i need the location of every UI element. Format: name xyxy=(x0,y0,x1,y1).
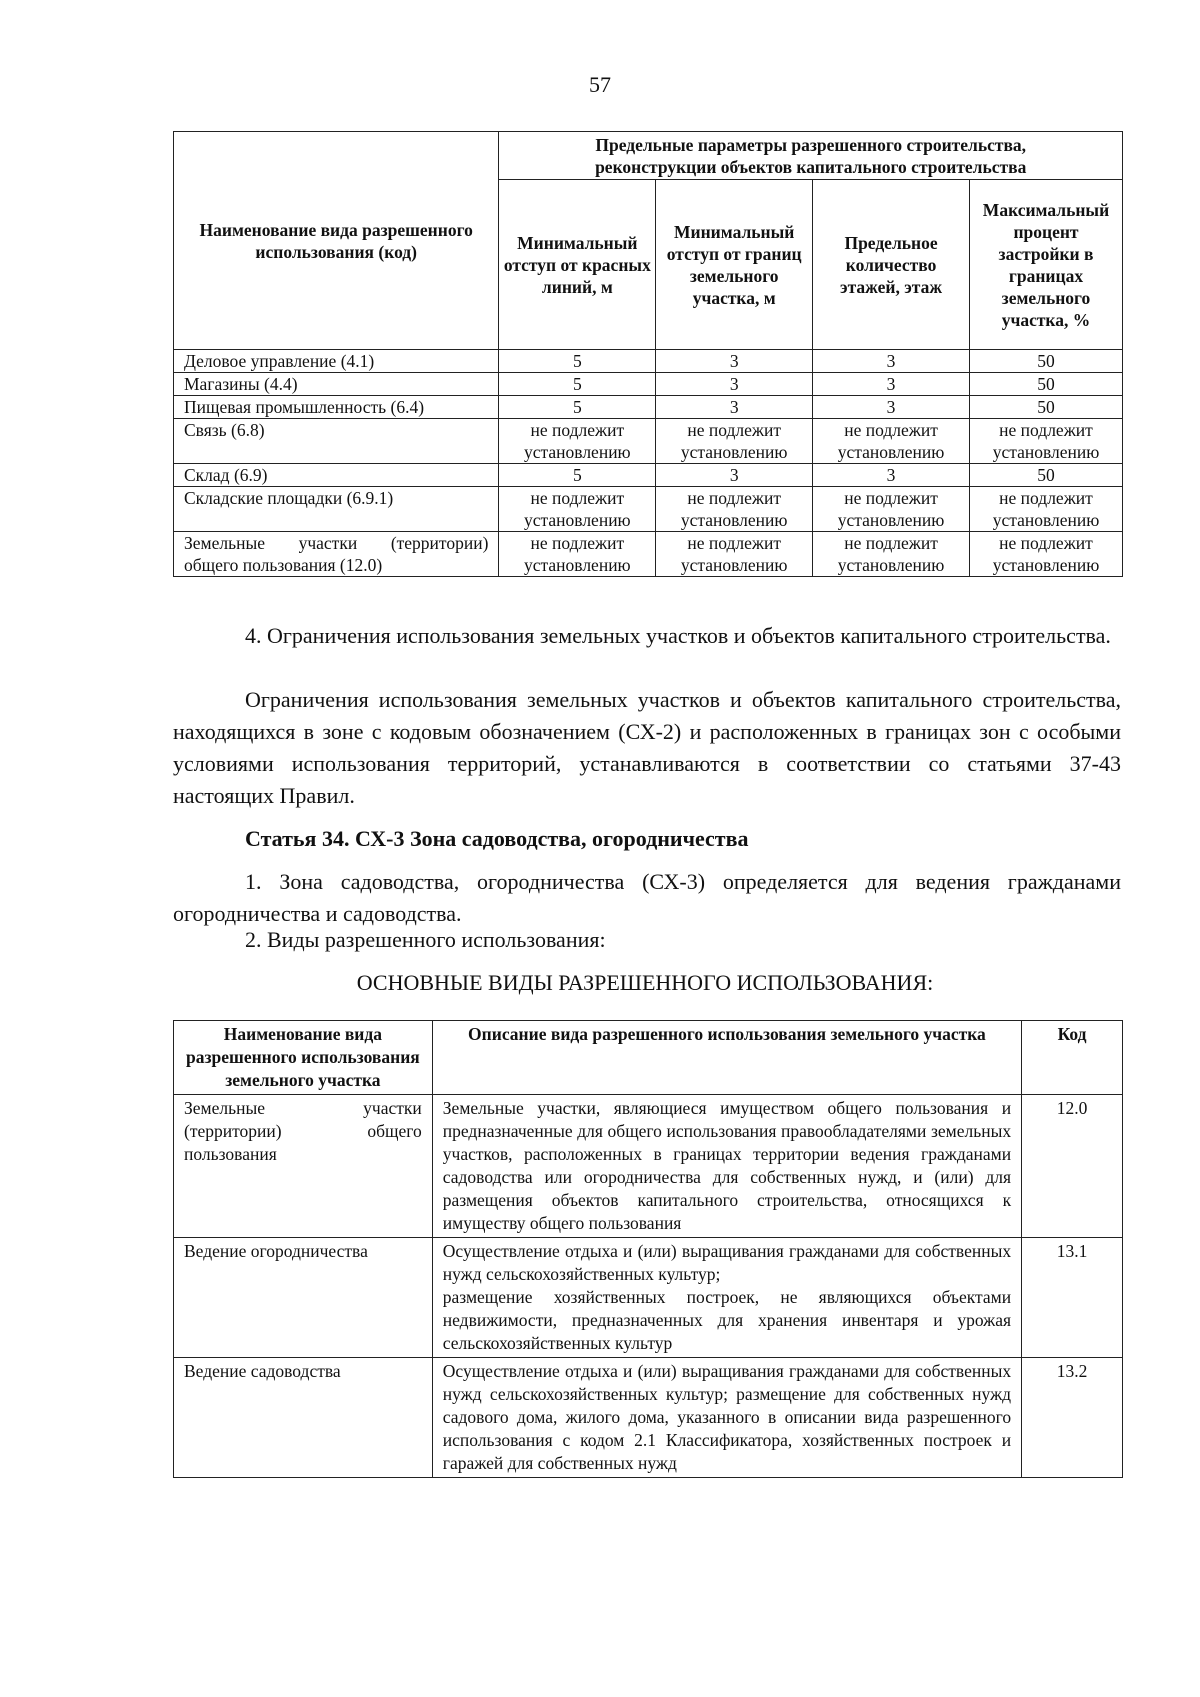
cell-value: 50 xyxy=(969,464,1122,487)
use-name: Ведение огородничества xyxy=(174,1238,433,1358)
row-name: Складские площадки (6.9.1) xyxy=(174,487,499,532)
cell-value: 50 xyxy=(969,396,1122,419)
header-limit-parameters: Предельные параметры разрешенного строительства, реконструкции объектов капитального строительства xyxy=(499,132,1123,180)
row-name: Земельные участки (территории) общего пользования (12.0) xyxy=(174,532,499,577)
cell-value: не подлежит установлению xyxy=(499,419,656,464)
header-use-name: Наименование вида разрешенного использования земельного участка xyxy=(174,1021,433,1095)
table-row xyxy=(174,419,1123,464)
cell-value: не подлежит установлению xyxy=(656,419,813,464)
table-row xyxy=(174,373,1123,396)
cell-value: не подлежит установлению xyxy=(499,532,656,577)
row-name: Пищевая промышленность (6.4) xyxy=(174,396,499,419)
cell-value: не подлежит установлению xyxy=(656,487,813,532)
cell-value: 5 xyxy=(499,373,656,396)
row-name: Деловое управление (4.1) xyxy=(174,350,499,373)
header-use-type: Наименование вида разрешенного использования (код) xyxy=(174,132,499,350)
use-description: Осуществление отдыха и (или) выращивания гражданами для собственных нужд сельскохозяйственных культур; размещение для собственных нужд садового дома, жилого дома, указанного в описании вида разрешенного использования с кодом 2.1 Классификатора, хозяйственных построек и гаражей для собственных нужд xyxy=(432,1358,1021,1478)
header-col-floors: Предельное количество этажей, этаж xyxy=(813,180,970,350)
header-col-boundary: Минимальный отступ от границ земельного участка, м xyxy=(656,180,813,350)
cell-value: 5 xyxy=(499,350,656,373)
table-row xyxy=(174,396,1123,419)
cell-value: не подлежит установлению xyxy=(969,487,1122,532)
table-row xyxy=(174,464,1123,487)
table-row xyxy=(174,350,1123,373)
cell-value: не подлежит установлению xyxy=(969,419,1122,464)
cell-value: 50 xyxy=(969,350,1122,373)
cell-value: 3 xyxy=(813,373,970,396)
header-code: Код xyxy=(1022,1021,1123,1095)
use-description-line: Осуществление отдыха и (или) выращивания гражданами для собственных нужд сельскохозяйственных культур; xyxy=(442,1241,1012,1284)
use-name: Земельные участки (территории) общего пользования xyxy=(174,1095,433,1238)
cell-value: 5 xyxy=(499,464,656,487)
use-name: Ведение садоводства xyxy=(174,1358,433,1478)
header-col-building-percent: Максимальный процент застройки в границах земельного участка, % xyxy=(969,180,1122,350)
table-row xyxy=(174,487,1123,532)
permitted-uses-table xyxy=(173,1020,1123,1478)
cell-value: не подлежит установлению xyxy=(969,532,1122,577)
header-col-red-lines: Минимальный отступ от красных линий, м xyxy=(499,180,656,350)
use-code: 12.0 xyxy=(1022,1095,1123,1238)
use-description: Земельные участки, являющиеся имуществом общего пользования и предназначенные для общего использования правообладателями земельных участков, расположенных в границах территории ведения гражданами садоводства или огородничества для собственных нужд, и (или) для размещения объектов капитального строительства, относящихся к имуществу общего пользования xyxy=(432,1095,1021,1238)
table-row xyxy=(174,532,1123,577)
cell-value: не подлежит установлению xyxy=(813,487,970,532)
paragraph-restrictions-body: Ограничения использования земельных участков и объектов капитального строительства, находящихся в зоне с кодовым обозначением (СХ-2) и расположенных в границах зон с особыми условиями использования территорий, устанавливаются в соответствии со статьями 37-43 настоящих Правил. xyxy=(173,687,1121,808)
table-row xyxy=(174,1095,1123,1238)
cell-value: 3 xyxy=(813,464,970,487)
paragraph-zone-definition: 1. Зона садоводства, огородничества (СХ-3) определяется для ведения гражданами огородничества и садоводства. xyxy=(173,869,1121,926)
cell-value: 50 xyxy=(969,373,1122,396)
article-heading: Статья 34. СХ-3 Зона садоводства, огородничества xyxy=(245,826,749,851)
use-code: 13.2 xyxy=(1022,1358,1123,1478)
cell-value: не подлежит установлению xyxy=(499,487,656,532)
limit-parameters-table xyxy=(173,131,1123,577)
table-row xyxy=(174,1238,1123,1358)
table-row xyxy=(174,1358,1123,1478)
row-name: Магазины (4.4) xyxy=(174,373,499,396)
cell-value: 5 xyxy=(499,396,656,419)
use-code: 13.1 xyxy=(1022,1238,1123,1358)
cell-value: 3 xyxy=(813,396,970,419)
row-name: Связь (6.8) xyxy=(174,419,499,464)
row-name: Склад (6.9) xyxy=(174,464,499,487)
use-description-line: размещение хозяйственных построек, не являющихся объектами недвижимости, предназначенных для хранения инвентаря и урожая сельскохозяйственных культур xyxy=(442,1287,1012,1353)
cell-value: 3 xyxy=(656,350,813,373)
page-number: 57 xyxy=(589,72,611,97)
cell-value: 3 xyxy=(656,464,813,487)
cell-value: не подлежит установлению xyxy=(813,419,970,464)
use-description xyxy=(432,1238,1021,1358)
header-use-description: Описание вида разрешенного использования земельного участка xyxy=(432,1021,1021,1095)
paragraph-restrictions-title: 4. Ограничения использования земельных участков и объектов капитального строительства. xyxy=(245,623,1111,648)
cell-value: 3 xyxy=(813,350,970,373)
cell-value: не подлежит установлению xyxy=(813,532,970,577)
paragraph-use-types: 2. Виды разрешенного использования: xyxy=(245,927,606,952)
cell-value: 3 xyxy=(656,396,813,419)
cell-value: не подлежит установлению xyxy=(656,532,813,577)
cell-value: 3 xyxy=(656,373,813,396)
table-caption: ОСНОВНЫЕ ВИДЫ РАЗРЕШЕННОГО ИСПОЛЬЗОВАНИЯ: xyxy=(356,970,934,995)
